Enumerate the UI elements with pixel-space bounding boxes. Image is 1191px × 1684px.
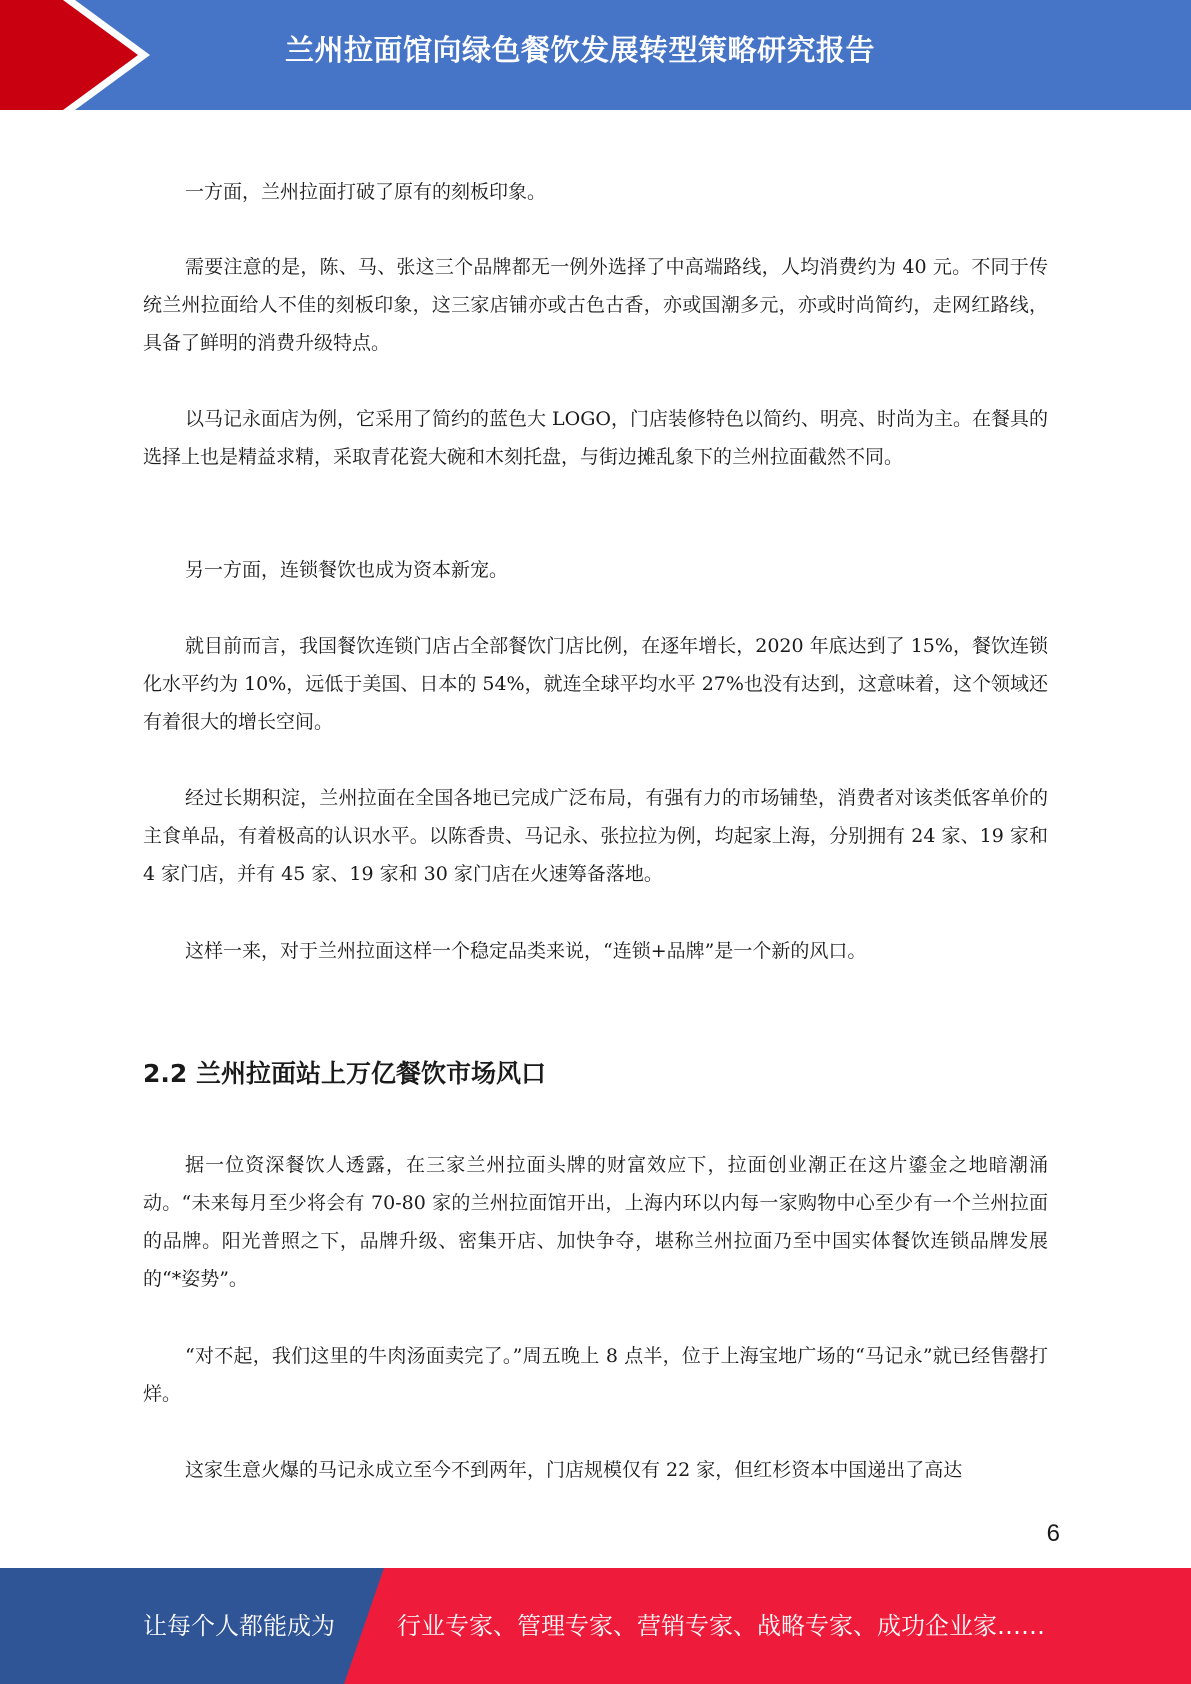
paragraph-7: 这样一来，对于兰州拉面这样一个稳定品类来说，“连锁+品牌”是一个新的风口。 [185,940,867,962]
page-header [0,0,1191,110]
paragraph-8: 据一位资深餐饮人透露，在三家兰州拉面头牌的财富效应下，拉面创业潮正在这片鎏金之地暗潮涌动。“未来每月至少将会有 70-80 家的兰州拉面馆开出，上海内环以内每一家购物中心至少有一个兰州拉面的品牌。阳光普照之下，品牌升级、密集开店、加快争夺，堪称兰州拉面乃至中国实体餐饮连锁品牌发展的“*姿势”。 [143,1154,1048,1290]
paragraph-3: 以马记永面店为例，它采用了简约的蓝色大 LOGO，门店装修特色以简约、明亮、时尚为主。在餐具的选择上也是精益求精，采取青花瓷大碗和木刻托盘，与街边摊乱象下的兰州拉面截然不同。 [143,408,1048,468]
paragraph-1: 一方面，兰州拉面打破了原有的刻板印象。 [185,181,547,203]
paragraph-6: 经过长期积淀，兰州拉面在全国各地已完成广泛布局，有强有力的市场铺垫，消费者对该类低客单价的主食单品，有着极高的认识水平。以陈香贵、马记永、张拉拉为例，均起家上海，分别拥有 24 家、19 家和 4 家门店，并有 45 家、19 家和 30 家门店在火速筹备落地。 [143,787,1048,885]
page-footer [0,1568,1191,1684]
paragraph-4: 另一方面，连锁餐饮也成为资本新宠。 [185,559,509,581]
paragraph-10: 这家生意火爆的马记永成立至今不到两年，门店规模仅有 22 家，但红杉资本中国递出了高达 [185,1459,963,1481]
footer-slogan-left: 让每个人都能成为 [143,1612,335,1640]
section-heading: 2.2 兰州拉面站上万亿餐饮市场风口 [143,1059,546,1088]
paragraph-9: “对不起，我们这里的牛肉汤面卖完了。”周五晚上 8 点半，位于上海宝地广场的“马记永”就已经售罄打烊。 [143,1345,1048,1405]
page-title: 兰州拉面馆向绿色餐饮发展转型策略研究报告 [285,33,876,67]
paragraph-5: 就目前而言，我国餐饮连锁门店占全部餐饮门店比例，在逐年增长，2020 年底达到了 15%，餐饮连锁化水平约为 10%，远低于美国、日本的 54%，就连全球平均水平 27%也没有达到，这意味着，这个领域还有着很大的增长空间。 [143,635,1048,733]
footer-slogan-right: 行业专家、管理专家、营销专家、战略专家、成功企业家…… [397,1612,1045,1640]
paragraph-2: 需要注意的是，陈、马、张这三个品牌都无一例外选择了中高端路线，人均消费约为 40 元。不同于传统兰州拉面给人不佳的刻板印象，这三家店铺亦或古色古香，亦或国潮多元，亦或时尚简约，走网红路线，具备了鲜明的消费升级特点。 [143,256,1048,354]
page-number: 6 [1046,1520,1060,1547]
